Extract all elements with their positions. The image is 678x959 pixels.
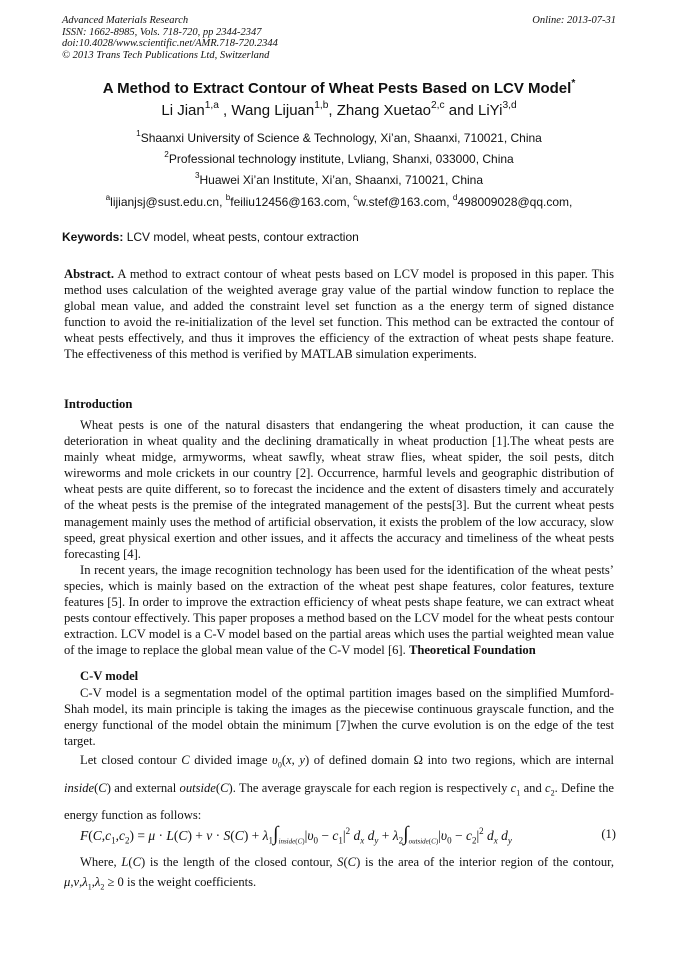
intro-paragraph-1: Wheat pests is one of the natural disasters that endangering the wheat production, it can cause the deterioration in wheat quality and the declining dramatically in wheat production [1].The wheat pests are mainly wheat midge, armyworms, wheat sawfly, wheat straw flies, wheat spider, the soil pests, ditch wireworms and mole crickets in our country [2]. Occurrence, harmful levels and geographic distribution of wheat pests are quite different, so to forecast the incidence and the extent of disasters timely and accurately of the wheat pests is the premise of the integrated management of the pests[3]. But the current wheat pests management mainly uses the method of artificial observation, it exists the problem of the low accuracy, slow speed, great physical exertion and other issues, and it affects the accuracy and timeliness of the wheat pests forecasting [4]. (64, 418, 614, 561)
abstract-label: Abstract. (64, 267, 115, 281)
journal-header (62, 15, 616, 61)
affiliation-text: Huawei Xi’an Institute, Xi’an, Shaanxi, 710021, China (199, 173, 484, 187)
author-name: Wang Lijuan (231, 102, 315, 119)
title-footnote-mark: * (571, 77, 576, 89)
cv-paragraph-3: Where, L(C) is the length of the closed contour, S(C) is the area of the interior region of the contour, $\mu,\nu,\lambda_1,\lambda_2 \ge 0$ is the weight coefficients. (64, 855, 614, 892)
affiliation-text: Shaanxi University of Science & Technology, Xi’an, Shaanxi, 710021, China (140, 131, 542, 145)
affiliation (0, 173, 678, 187)
cv-text: 0 is the weight coefficients. (117, 875, 257, 889)
cv-text: and external (114, 780, 177, 795)
cv-text: and (523, 780, 542, 795)
email-mark: b (225, 193, 231, 203)
keywords (62, 230, 359, 244)
paper-title-text: A Method to Extract Contour of Wheat Pests Based on LCV Model (102, 80, 572, 97)
online-date: Online: 2013-07-31 (532, 15, 616, 26)
affiliation-text: Professional technology institute, Lvliang, Shanxi, 033000, China (168, 152, 514, 166)
affiliation-mark: 2 (164, 150, 169, 160)
email-mark: a (105, 193, 111, 203)
author-affiliation-mark: 1,b (314, 99, 329, 111)
cv-text: is the length of the closed contour, (149, 855, 333, 869)
section-heading-theoretical-foundation: Theoretical Foundation (408, 643, 536, 658)
author-name: LiYi (477, 102, 503, 119)
cv-text: into two regions, which are internal (427, 753, 614, 767)
cv-paragraph-2: Let closed contour C divided image $\upsilon_0(x$, y) of defined domain Ω into two regions, which are internal inside(C) and external outside(C). The average grayscale for each region is respectively $c_1$ and $c_2$. Define the energy function as follows: (64, 753, 615, 823)
keywords-text: LCV model, wheat pests, contour extraction (126, 230, 359, 244)
journal-copyright: © 2013 Trans Tech Publications Ltd, Switzerland (62, 49, 270, 61)
email-address[interactable]: feiliu12456@163.com, (230, 195, 350, 209)
author-list: Li Jian$^{1,a}$ , Wang Lijuan$^{1,b}$, Zhang Xuetao$^{2,c}$ and LiYi$^{3,d}$ (161, 99, 517, 119)
journal-name: Advanced Materials Research (62, 15, 189, 26)
intro-paragraph-2 (64, 562, 614, 659)
author-affiliation-mark: 2,c (431, 99, 445, 111)
equation-1 (80, 823, 616, 851)
abstract (64, 266, 614, 363)
affiliation-mark: 1 (136, 129, 141, 139)
email-mark: d (452, 193, 458, 203)
cv-paragraph-1: C-V model is a segmentation model of the optimal partition images based on the simplified Mumford-Shah model, its main principle is taking the images as the piecewise continuous grayscale function, and the energy functional of the model obtain the minimum [7]when the curve evolution is on the edge of the test target. (64, 686, 614, 749)
affiliation-mark: 3 (194, 171, 200, 181)
cv-text: is the area of the interior region of the contour, (364, 855, 614, 869)
email-address[interactable]: 498009028@qq.com, (457, 195, 573, 209)
affiliation (0, 131, 678, 145)
author-emails (0, 195, 678, 209)
affiliation (0, 152, 678, 166)
cv-text: of defined domain (313, 753, 410, 767)
cv-text: Let closed contour (80, 753, 177, 767)
subsection-heading-cv-model: C-V model (80, 669, 139, 683)
author-affiliation-mark: 3,d (502, 99, 517, 111)
author-affiliation-mark: 1,a (204, 99, 219, 111)
keywords-label: Keywords: (62, 230, 124, 244)
journal-issn: ISSN: 1662-8985, Vols. 718-720, pp 2344-2347 (62, 26, 262, 38)
section-heading-introduction: Introduction (64, 397, 133, 411)
equation-number: (1) (601, 827, 616, 841)
email-address[interactable]: w.stef@163.com, (357, 195, 450, 209)
author-name: Li Jian (161, 102, 205, 119)
paper-title (0, 77, 678, 97)
cv-text: . The average grayscale for each region is respectively (232, 780, 508, 795)
equation-body: $F(C,c_1,c_2) = \mu \cdot L(C) + \nu \cdot S(C) + \lambda_1\int_{inside(C)}|\upsilon_0 - c_1|^2$ $d_x$ $d_y + \lambda_2\int_{outside(C)}|\upsilon_0 - c_2|^2$ $d_x$ $d_y$ (80, 823, 512, 846)
journal-doi: doi:10.4028/www.scientific.net/AMR.718-720.2344 (62, 38, 278, 49)
cv-text: divided image (194, 753, 268, 767)
cv-text: . Define the energy function as follows: (64, 780, 615, 823)
author-name: Zhang Xuetao (336, 102, 432, 119)
email-address[interactable]: lijianjsj@sust.edu.cn, (110, 195, 223, 209)
email-mark: c (353, 193, 358, 203)
intro-paragraph-2-text: In recent years, the image recognition technology has been used for the identification of the wheat pests’ species, which is mainly based on the extraction of the wheat pest shape features, color features, texture features [5]. In order to improve the extraction efficiency of wheat pests shape feature, we can extract wheat pests contour effectively. This paper proposes a method based on the LCV model for the wheat pests contour extraction. LCV model is a C-V model based on the partial areas which uses the partial weighted mean value of the image to replace the global mean value of the C-V model [6]. (64, 563, 614, 658)
cv-text: Where, (80, 855, 117, 869)
abstract-text: A method to extract contour of wheat pests based on LCV model is proposed in this paper. This method uses calculation of the weighted average gray value of the partial window function to replace the global mean value, and added the constraint level set function as a the energy term of signed distance function to avoid the re-initialization of the level set function. This method can be extracted the contour of wheat pests effectively, and thus it improves the efficiency of the extraction of wheat pests shape feature. The effectiveness of this method is verified by MATLAB simulation experiments. (64, 267, 614, 362)
